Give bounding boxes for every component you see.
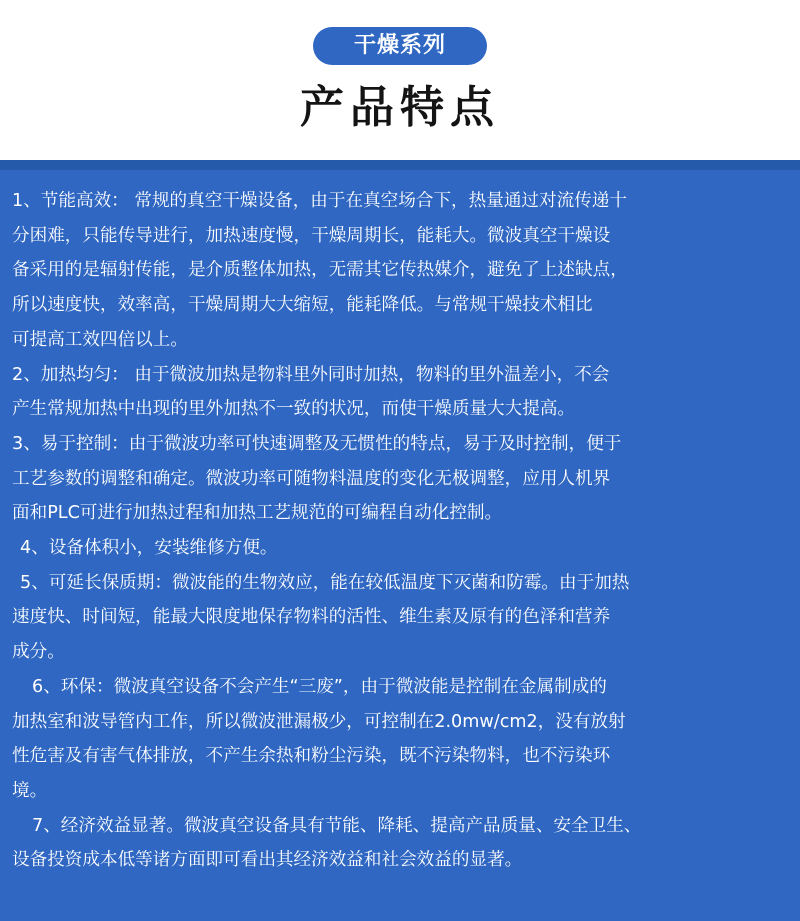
feature-compact <box>12 531 794 566</box>
feature-uniform-heating <box>12 358 794 427</box>
feature-line: 7、经济效益显著。微波真空设备具有节能、降耗、提高产品质量、安全卫生、 <box>32 815 642 836</box>
feature-line: 所以速度快，效率高，干燥周期大大缩短，能耗降低。与常规干燥技术相比 <box>12 295 593 316</box>
feature-line: 加热室和波导管内工作，所以微波泄漏极少，可控制在2.0mw/cm2，没有放射 <box>12 711 626 732</box>
features-content <box>12 184 794 878</box>
feature-economic <box>12 809 794 878</box>
feature-line: 备采用的是辐射传能，是介质整体加热，无需其它传热媒介，避免了上述缺点， <box>12 260 628 281</box>
feature-energy-saving <box>12 184 794 358</box>
feature-line: 1、节能高效： 常规的真空干燥设备，由于在真空场合下，热量通过对流传递十 <box>12 191 627 211</box>
feature-line: 面和PLC可进行加热过程和加热工艺规范的可编程自动化控制。 <box>12 503 503 524</box>
feature-line: 可提高工效四倍以上。 <box>12 329 188 350</box>
feature-line: 境。 <box>12 780 48 801</box>
header-section <box>0 0 800 160</box>
page-title: 产品特点 <box>300 82 500 133</box>
features-panel <box>0 160 800 921</box>
feature-shelf-life <box>12 566 794 670</box>
panel-top-band <box>0 160 800 170</box>
feature-line: 成分。 <box>12 642 65 663</box>
feature-line: 3、易于控制：由于微波功率可快速调整及无惯性的特点，易于及时控制，便于 <box>12 433 622 454</box>
feature-line: 2、加热均匀： 由于微波加热是物料里外同时加热，物料的里外温差小，不会 <box>12 364 610 385</box>
feature-line: 产生常规加热中出现的里外加热不一致的状况，而使干燥质量大大提高。 <box>12 399 576 420</box>
feature-line: 工艺参数的调整和确定。微波功率可随物料温度的变化无极调整，应用人机界 <box>12 468 611 489</box>
series-badge: 干燥系列 <box>313 27 487 65</box>
feature-line: 分困难，只能传导进行，加热速度慢，干燥周期长，能耗大。微波真空干燥设 <box>12 225 611 246</box>
feature-line: 4、设备体积小，安装维修方便。 <box>20 538 278 559</box>
feature-line: 5、可延长保质期：微波能的生物效应，能在较低温度下灭菌和防霉。由于加热 <box>20 572 630 593</box>
feature-environmental <box>12 670 794 809</box>
feature-line: 设备投资成本低等诸方面即可看出其经济效益和社会效益的显著。 <box>12 850 523 871</box>
feature-line: 性危害及有害气体排放，不产生余热和粉尘污染，既不污染物料，也不污染环 <box>12 746 611 767</box>
feature-line: 速度快、时间短，能最大限度地保存物料的活性、维生素及原有的色泽和营养 <box>12 607 611 628</box>
feature-easy-control <box>12 427 794 531</box>
feature-line: 6、环保：微波真空设备不会产生“三废”，由于微波能是控制在金属制成的 <box>32 676 607 697</box>
